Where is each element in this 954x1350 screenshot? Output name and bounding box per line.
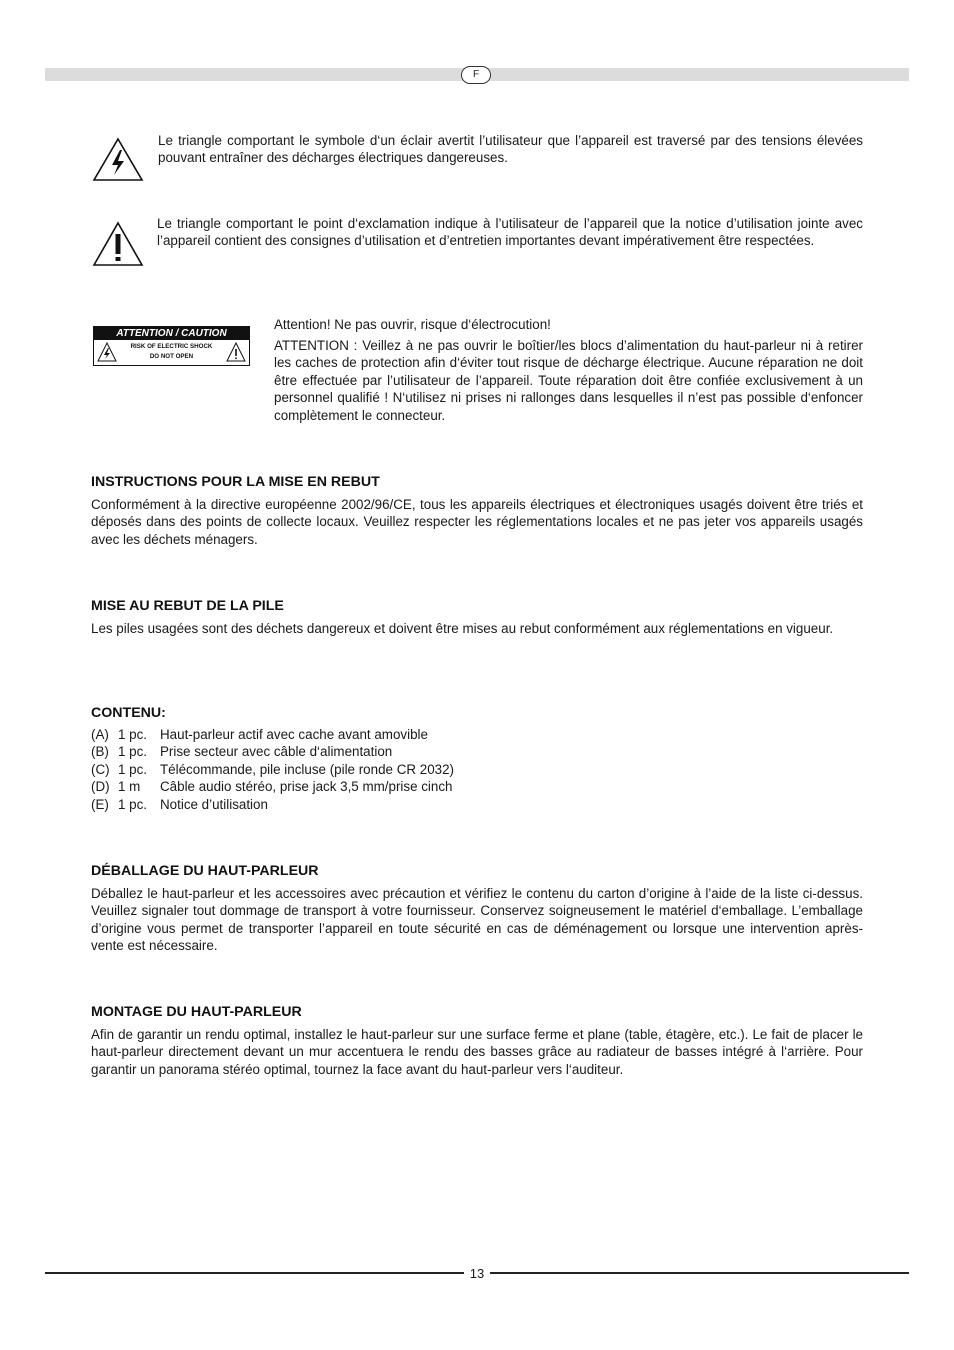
exclamation-warning-text: Le triangle comportant le point d‘exclamation indique à l’utilisateur de l’appareil que la notice d’utilisation jointe avec l’appareil contient des consignes d’utilisation et d’entretien importantes devant impérativement être respectées. <box>157 216 863 249</box>
caution-label <box>93 326 250 366</box>
list-item <box>91 726 454 743</box>
item-letter: (A) <box>91 727 109 742</box>
lightning-warning-text: Le triangle comportant le symbole d‘un éclair avertit l’utilisateur que l’appareil est traversé par des tensions élevées pouvant entraîner des décharges électriques dangereuses. <box>158 133 863 166</box>
mounting-heading: MONTAGE DU HAUT-PARLEUR <box>91 1004 302 1020</box>
contents-heading: CONTENU: <box>91 705 166 721</box>
item-desc: Haut-parleur actif avec cache avant amovible <box>160 727 428 742</box>
footer-rule-left <box>45 1272 464 1274</box>
item-qty: 1 m <box>118 779 141 795</box>
lightning-small-icon <box>97 342 117 362</box>
caution-label-line2: DO NOT OPEN <box>149 353 194 360</box>
caution-label-head: ATTENTION / CAUTION <box>94 327 249 340</box>
unpacking-text: Déballez le haut-parleur et les accessoires avec précaution et vérifiez le contenu du carton d’origine à l’aide de la liste ci-dessus. Veuillez signaler tout dommage de transport à votre fournisseur. Conservez soigneusement le matériel d‘emballage. L’emballage d’origine vous permet de transporter l’appareil en toute sécurité en cas de déménagement ou lorsque une intervention après-vente est nécessaire. <box>91 886 863 954</box>
disposal-heading: INSTRUCTIONS POUR LA MISE EN REBUT <box>91 474 380 490</box>
item-desc: Télécommande, pile incluse (pile ronde CR 2032) <box>160 761 454 777</box>
list-item <box>91 778 454 795</box>
item-letter: (D) <box>91 779 110 795</box>
battery-text: Les piles usagées sont des déchets dangereux et doivent être mises au rebut conformément aux réglementations en vigueur. <box>91 621 834 636</box>
exclamation-warning-icon <box>92 221 144 267</box>
item-letter: (E) <box>91 796 109 812</box>
unpacking-heading: DÉBALLAGE DU HAUT-PARLEUR <box>91 863 319 879</box>
list-item <box>91 743 454 760</box>
mounting-text: Afin de garantir un rendu optimal, installez le haut-parleur sur une surface ferme et plane (table, étagère, etc.). Le fait de placer le haut-parleur directement devant un mur accentuera le rendu des basses grâce au radiateur de basses intégré à l‘arrière. Pour garantir un panorama stéréo optimal, tournez la face avant du haut-parleur vers l‘auditeur. <box>91 1027 863 1077</box>
item-qty: 1 pc. <box>118 727 148 742</box>
list-item <box>91 761 454 778</box>
list-item <box>91 796 454 813</box>
item-desc: Prise secteur avec câble d‘alimentation <box>160 744 393 760</box>
exclamation-small-icon <box>226 342 246 362</box>
language-badge: F <box>461 66 491 84</box>
disposal-text: Conformément à la directive européenne 2002/96/CE, tous les appareils électriques et électroniques usagés doivent être triés et déposés dans des points de collecte locaux. Veuillez respecter les réglementations locales et ne pas jeter vos appareils usagés avec les déchets ménagers. <box>91 497 863 547</box>
item-desc: Câble audio stéréo, prise jack 3,5 mm/prise cinch <box>160 779 453 795</box>
battery-heading: MISE AU REBUT DE LA PILE <box>91 598 284 614</box>
footer-rule-right <box>490 1272 909 1274</box>
page-number: 13 <box>469 1266 485 1281</box>
item-qty: 1 pc. <box>118 761 148 777</box>
caution-label-line1: RISK OF ELECTRIC SHOCK <box>130 343 213 350</box>
item-desc: Notice d’utilisation <box>160 796 268 812</box>
item-letter: (C) <box>91 761 110 777</box>
item-letter: (B) <box>91 744 109 760</box>
item-qty: 1 pc. <box>118 796 148 812</box>
caution-title: Attention! Ne pas ouvrir, risque d‘électrocution! <box>274 317 551 332</box>
item-qty: 1 pc. <box>118 744 148 760</box>
contents-list <box>91 726 454 813</box>
lightning-warning-icon <box>92 137 144 182</box>
caution-text: ATTENTION : Veillez à ne pas ouvrir le boîtier/les blocs d’alimentation du haut-parleur ni à retirer les caches de protection afin d‘éviter tout risque de décharge électrique. Aucune réparation ne doit être effectuée par l’utilisateur de l’appareil. Toute réparation doit être confiée exclusivement à un personnel qualifié ! N‘utilisez ni prises ni rallonges dans lesquelles il n’est pas possible d‘enfoncer complètement le connecteur. <box>274 338 863 423</box>
